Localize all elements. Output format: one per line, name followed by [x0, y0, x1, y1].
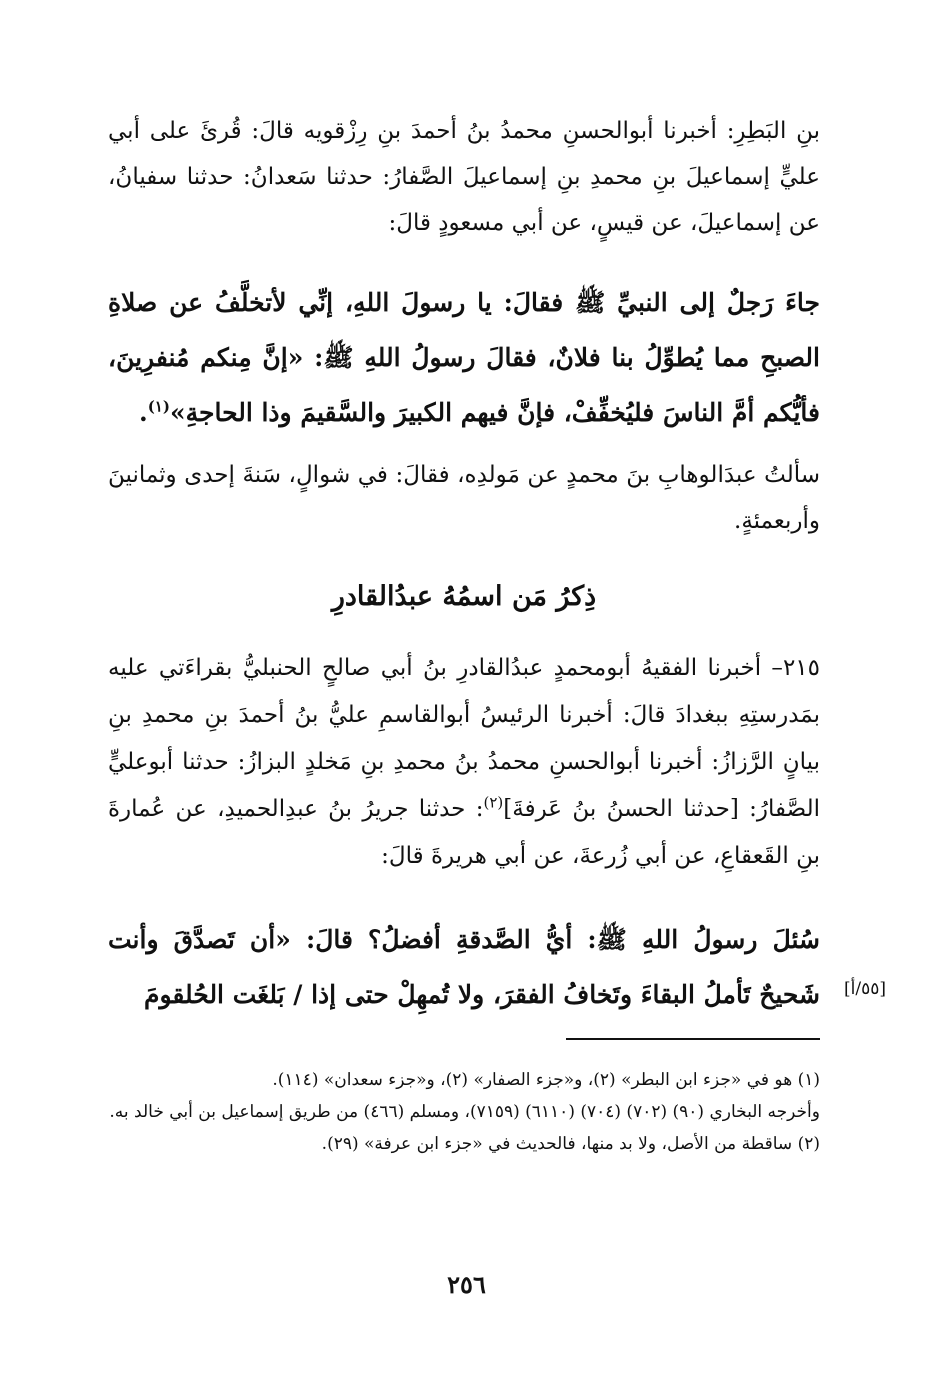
footnote-1: (١) هو في «جزء ابن البطر» (٢)، و«جزء الصفار» (٢)، و«جزء سعدان» (١١٤).: [272, 1070, 820, 1090]
hadith-text-1: جاءَ رَجلٌ إلى النبيِّ ﷺ فقالَ: يا رسولَ اللهِ، إنِّي لأتخلَّفُ عن صلاةِ الصبحِ مما يُطوِّلُ بنا فلانٌ، فقالَ رسولُ اللهِ ﷺ: «إنَّ مِنكم مُنفرِينَ، فأيُّكم أمَّ الناسَ فليُخفِّفْ، فإنَّ فيهم الكبيرَ والسَّقيمَ وذا الحاجةِ»$^{(١)}$.: [108, 288, 820, 427]
footnote-1-continuation: وأخرجه البخاري (٩٠) (٧٠٢) (٧٠٤) (٦١١٠) (٧١٥٩)، ومسلم (٤٦٦) من طريق إسماعيل بن أبي خالد به.: [109, 1102, 820, 1122]
section-heading: ذِكرُ مَن اسمُهُ عبدُالقادرِ: [331, 581, 597, 612]
footnote-2: (٢) ساقطة من الأصل، ولا بد منها، فالحديث في «جزء ابن عرفة» (٢٩).: [321, 1134, 820, 1154]
isnad-paragraph-1: بنِ البَطِرِ: أخبرنا أبوالحسنِ محمدُ بنُ أحمدَ بنِ رِزْقويه قالَ: قُرئَ على أبي عليٍّ إسماعيلَ بنِ محمدِ بنِ إسماعيلَ الصَّفارُ: حدثنا سَعدانُ: حدثنا سفيانُ، عن إسماعيلَ، عن قيسٍ، عن أبي مسعودٍ قالَ:: [108, 118, 820, 236]
hadith-1-body: جاءَ رَجلٌ إلى النبيِّ ﷺ فقالَ: يا رسولَ اللهِ، إنِّي لأتخلَّفُ عن صلاةِ الصبحِ مما يُطوِّلُ بنا فلانٌ، فقالَ رسولُ اللهِ ﷺ: «إنَّ مِنكم مُنفرِينَ، فأيُّكم أمَّ الناسَ فليُخفِّفْ، فإنَّ فيهم الكبيرَ والسَّقيمَ وذا الحاجةِ»: [108, 288, 820, 427]
narrator-birth-paragraph: سألتُ عبدَالوهابِ بنَ محمدٍ عن مَولدِه، فقالَ: في شوالٍ، سَنةَ إحدى وثمانينَ وأربعمئةٍ.: [108, 462, 820, 534]
footnotes-section: [108, 1064, 820, 1160]
isnad-215-part-a: ٢١٥– أخبرنا الفقيهُ أبومحمدٍ عبدُالقادرِ بنُ أبي صالحٍ الحنبليُّ بقراءَتي عليه بمَدرستِهِ ببغدادَ قالَ: أخبرنا الرئيسُ أبوالقاسمِ عليُّ بنُ أحمدَ بنِ محمدِ بنِ بيانٍ الرَّزازُ: أخبرنا أبوالحسنِ محمدُ بنُ محمدِ بنِ مَخلدٍ البزازُ: حدثنا أبوعليٍّ الصَّفارُ: [حدثنا الحسنُ بنُ عَرفةَ]: [108, 655, 820, 822]
page-number: ٢٥٦: [447, 1270, 486, 1299]
isnad-215-part-b: : حدثنا جريرُ بنُ عبدِالحميدِ، عن عُمارةَ بنِ القَعقاعِ، عن أبي زُرعةَ، عن أبي هريرةَ قالَ:: [108, 796, 820, 869]
footnote-ref-1: (١): [147, 397, 170, 416]
footnote-separator: [566, 1038, 820, 1040]
manuscript-folio-marker: [٥٥/أ]: [844, 979, 886, 999]
hadith-text-2: سُئلَ رسولُ اللهِ ﷺ: أيُّ الصَّدقةِ أفضلُ؟ قالَ: «أن تَصدَّقَ وأنت شَحيحٌ تَأملُ البقاءَ وتَخافُ الفقرَ، ولا تُمهِلْ حتى إذا / بَلغَت الحُلقومَ: [108, 925, 820, 1009]
footnote-ref-2: (٢): [483, 793, 504, 812]
isnad-paragraph-215: [108, 645, 820, 880]
